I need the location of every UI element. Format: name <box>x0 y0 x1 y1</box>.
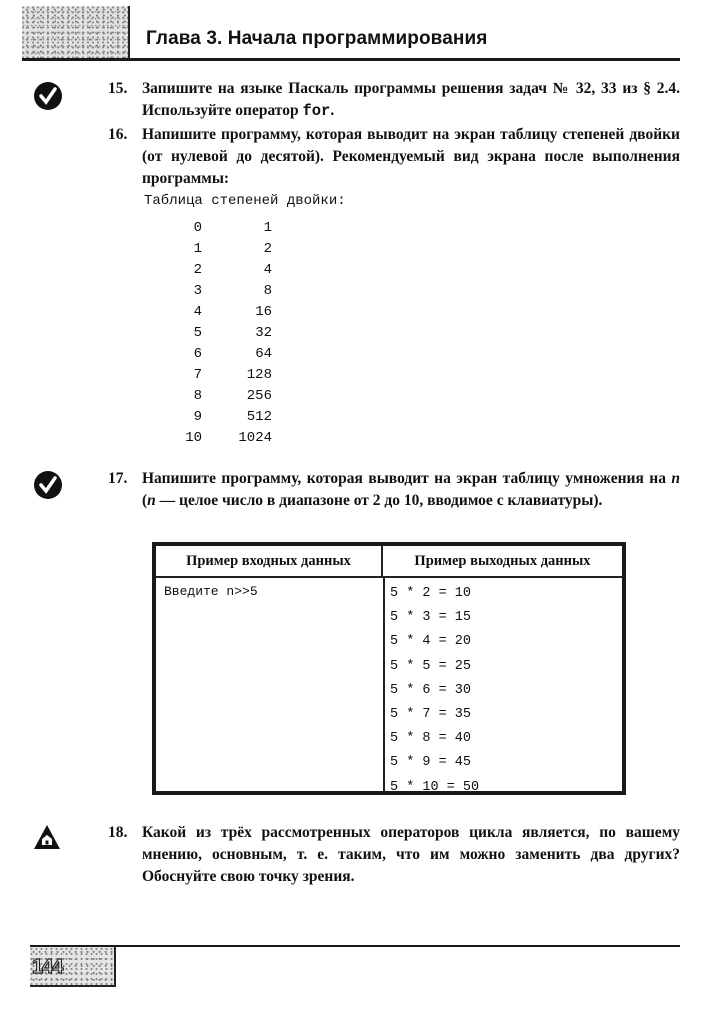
powers-table-title: Таблица степеней двойки: <box>144 193 346 209</box>
exponent: 6 <box>193 346 202 362</box>
output-line: 5 * 7 = 35 <box>390 706 472 722</box>
page-number: 144 <box>32 956 63 978</box>
task-15 <box>108 78 680 122</box>
task-text: Какой из трёх рассмотренных операторов цикла является, по вашему мнению, основным, т. е. таким, что им можно заменить два других? Обоснуйте свою точку зрения. <box>142 824 680 885</box>
task-text: ( <box>142 492 148 509</box>
house-triangle-icon <box>33 824 61 855</box>
power-value: 256 <box>246 388 272 404</box>
variable-n: n <box>147 492 156 509</box>
output-line: 5 * 2 = 10 <box>390 586 472 601</box>
code-keyword: for <box>302 102 331 120</box>
output-line: 5 * 5 = 25 <box>390 658 472 674</box>
power-value: 4 <box>263 262 272 278</box>
check-badge-icon <box>34 82 62 110</box>
task-number: 18. <box>108 824 128 841</box>
output-example <box>390 582 479 800</box>
exponent: 7 <box>193 367 202 383</box>
footer-rule <box>30 945 680 947</box>
variable-n: n <box>671 470 680 487</box>
header-rule <box>22 58 680 61</box>
table-header-output: Пример выходных данных <box>383 546 622 578</box>
exponent: 0 <box>193 220 202 236</box>
exponent: 8 <box>193 388 202 404</box>
exponent: 5 <box>193 325 202 341</box>
input-example: Введите n>>5 <box>164 584 258 599</box>
power-value: 2 <box>263 241 272 257</box>
output-line: 5 * 6 = 30 <box>390 682 472 698</box>
chapter-title: Глава 3. Начала программирования <box>146 28 488 49</box>
powers-table-row <box>150 283 280 304</box>
power-value: 1024 <box>238 430 272 446</box>
task-number: 16. <box>108 126 128 143</box>
power-value: 16 <box>255 304 272 320</box>
exponent: 2 <box>193 262 202 278</box>
task-number: 15. <box>108 80 128 97</box>
power-value: 128 <box>246 367 272 383</box>
powers-table-row <box>150 220 280 241</box>
exponent: 9 <box>193 409 202 425</box>
header-decoration <box>22 6 130 59</box>
powers-table-row <box>150 325 280 346</box>
power-value: 1 <box>263 220 272 236</box>
output-line: 5 * 9 = 45 <box>390 755 472 771</box>
task-text: Напишите программу, которая выводит на экран таблицу степеней двойки (от нулевой до десятой). Рекомендуемый вид экрана после выполнения программы: <box>142 126 680 187</box>
powers-table-row <box>150 367 280 388</box>
power-value: 512 <box>246 409 272 425</box>
output-line: 5 * 3 = 15 <box>390 610 472 626</box>
task-text: Напишите программу, которая выводит на экран таблицу умножения на <box>142 470 672 487</box>
check-badge-icon <box>34 471 62 499</box>
exponent: 4 <box>193 304 202 320</box>
powers-table-row <box>150 409 280 430</box>
output-line: 5 * 4 = 20 <box>390 634 472 650</box>
power-value: 8 <box>263 283 272 299</box>
powers-table-row <box>150 304 280 325</box>
table-divider <box>383 578 385 791</box>
task-text: Запишите на языке Паскаль программы решения задач № 32, 33 из § 2.4. Используйте оператор <box>142 80 680 119</box>
exponent: 10 <box>185 430 202 446</box>
io-example-table <box>152 542 626 795</box>
power-value: 32 <box>255 325 272 341</box>
task-number: 17. <box>108 470 128 487</box>
power-value: 64 <box>255 346 272 362</box>
powers-table-row <box>150 241 280 262</box>
task-17 <box>108 468 680 512</box>
task-text-end: . <box>330 102 335 119</box>
task-18 <box>108 822 680 888</box>
exponent: 3 <box>193 283 202 299</box>
powers-table-row <box>150 430 280 451</box>
exponent: 1 <box>193 241 202 257</box>
powers-table-row <box>150 262 280 283</box>
task-16 <box>108 124 680 190</box>
table-header-input: Пример входных данных <box>156 546 383 578</box>
task-text: — целое число в диапазоне от 2 до 10, вводимое с клавиатуры). <box>155 492 603 509</box>
output-line: 5 * 10 = 50 <box>390 779 480 795</box>
powers-table-row <box>150 346 280 367</box>
output-line: 5 * 8 = 40 <box>390 731 472 747</box>
powers-table-row <box>150 388 280 409</box>
